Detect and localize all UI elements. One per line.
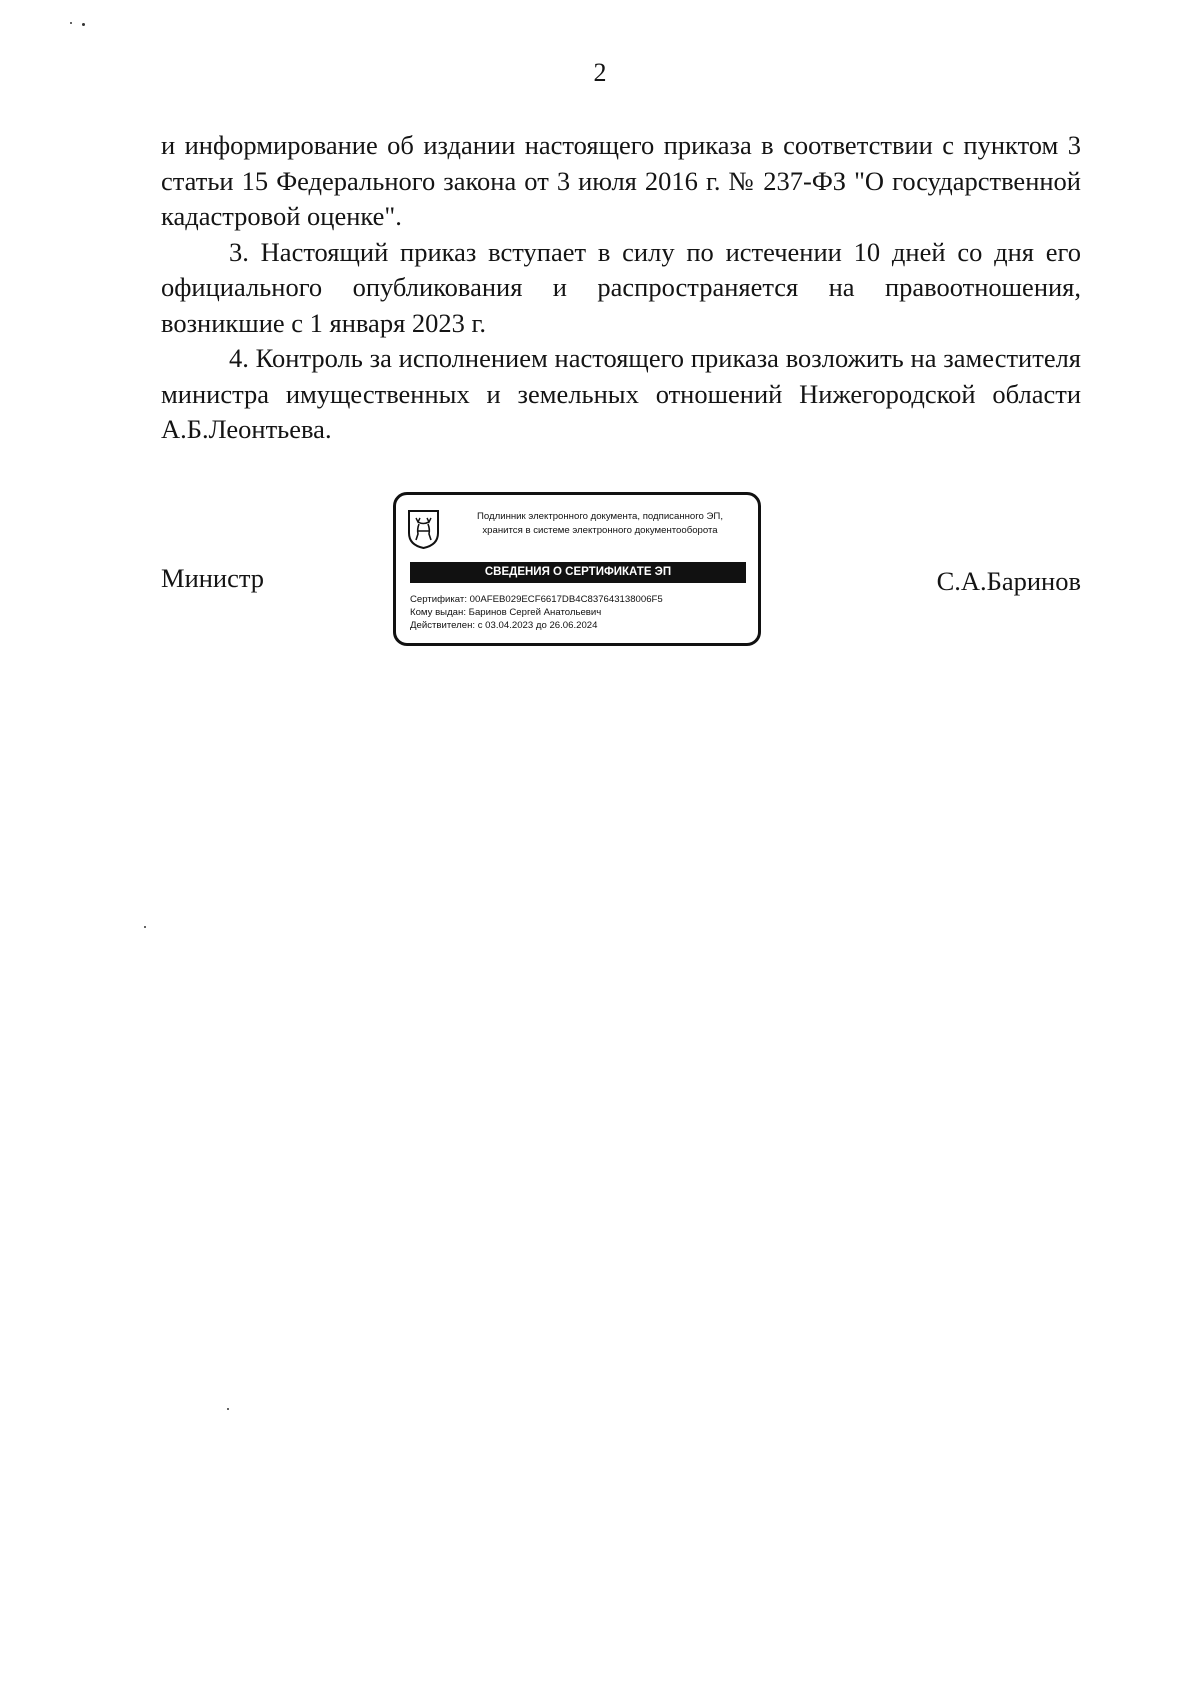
certificate-label: Сертификат:: [410, 594, 467, 605]
validity-row: [410, 619, 663, 632]
issued-to-row: [410, 606, 663, 619]
stamp-header: [446, 510, 754, 538]
scan-speck: [144, 926, 146, 928]
validity-label: Действителен:: [410, 620, 476, 631]
certificate-details: [410, 593, 663, 632]
certificate-info-bar: СВЕДЕНИЯ О СЕРТИФИКАТЕ ЭП: [410, 562, 746, 583]
stamp-header-line: хранится в системе электронного документооборота: [482, 525, 718, 536]
certificate-row: [410, 593, 663, 606]
issued-to-value: Баринов Сергей Анатольевич: [468, 607, 602, 618]
coat-of-arms-icon: [407, 509, 440, 549]
document-body: [161, 128, 1081, 448]
issued-to-label: Кому выдан:: [410, 607, 466, 618]
certificate-value: 00AFEB029ECF6617DB4C837643138006F5: [469, 594, 663, 605]
scan-speck: [227, 1408, 229, 1410]
stamp-header-line: Подлинник электронного документа, подписанного ЭП,: [477, 511, 723, 522]
paragraph-item-4: 4. Контроль за исполнением настоящего приказа возложить на заместителя министра имущественных и земельных отношений Нижегородской области А.Б.Леонтьева.: [161, 343, 1081, 444]
validity-value: с 03.04.2023 до 26.06.2024: [477, 620, 598, 631]
scan-speck: [82, 23, 85, 26]
paragraph-item-3: 3. Настоящий приказ вступает в силу по истечении 10 дней со дня его официального опубликования и распространяется на правоотношения, возникшие с 1 января 2023 г.: [161, 236, 1081, 338]
scan-speck: [70, 22, 72, 24]
electronic-signature-stamp: [393, 492, 761, 646]
coat-of-arms-svg: [407, 509, 440, 549]
paragraph-continuation: и информирование об издании настоящего приказа в соответствии с пунктом 3 статьи 15 Федерального закона от 3 июля 2016 г. № 237-ФЗ "О государственной кадастровой оценке".: [161, 130, 1081, 231]
page-number: 2: [593, 58, 607, 87]
signatory-title: Министр: [161, 563, 265, 593]
signatory-name: С.А.Баринов: [936, 566, 1081, 596]
